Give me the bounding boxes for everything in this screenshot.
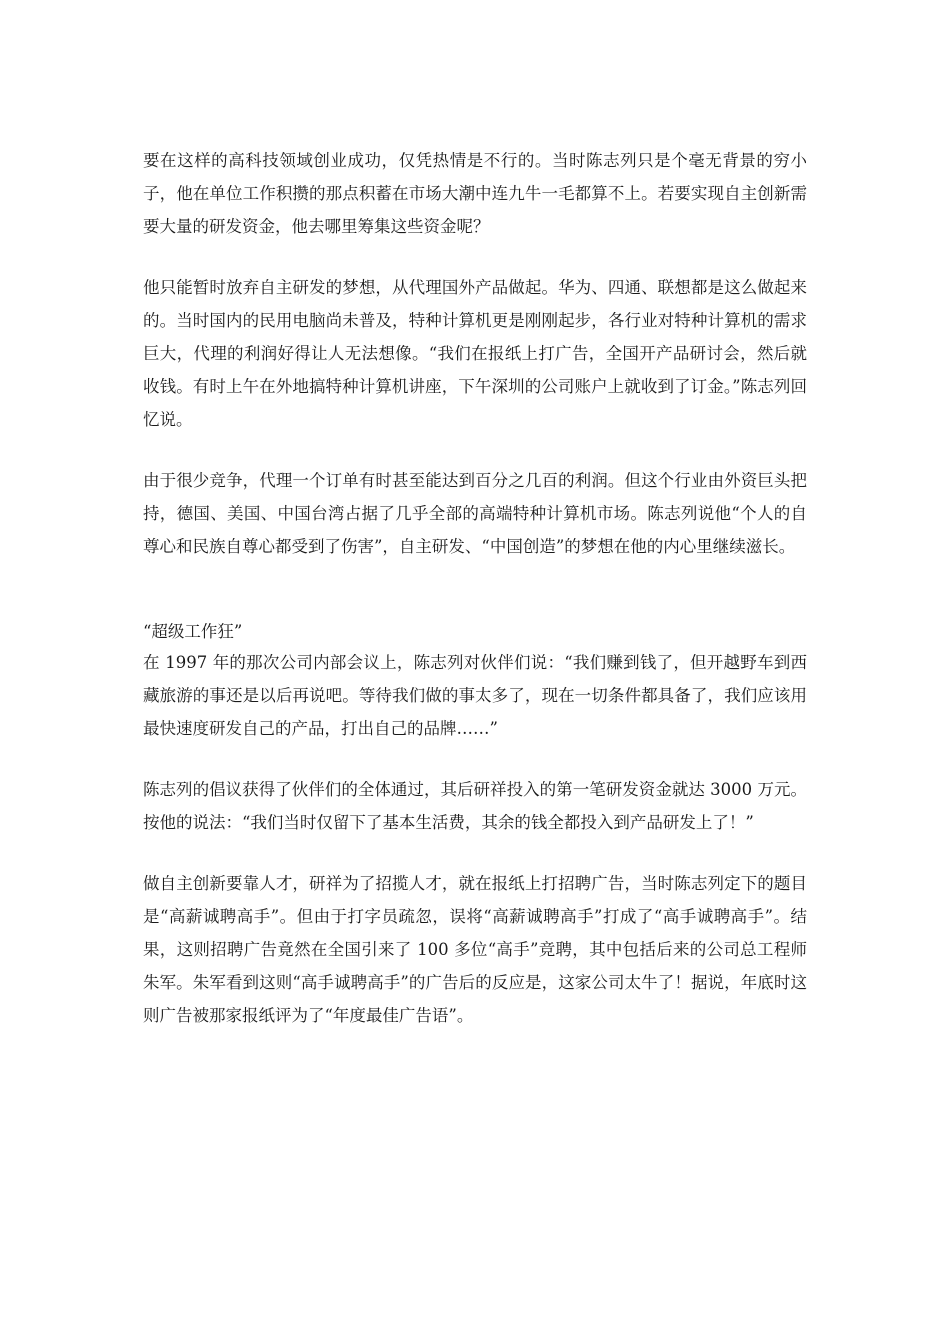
paragraph-2: 他只能暂时放弃自主研发的梦想，从代理国外产品做起。华为、四通、联想都是这么做起来的。当时国内的民用电脑尚未普及，特种计算机更是刚刚起步，各行业对特种计算机的需求巨大，代理的利润好得让人无法想像。“我们在报纸上打广告，全国开产品研讨会，然后就收钱。有时上午在外地搞特种计算机讲座，下午深圳的公司账户上就收到了订金。”陈志列回忆说。: [143, 278, 807, 429]
section-heading: “超级工作狂”: [143, 622, 243, 641]
document-body: [143, 144, 807, 1060]
section-paragraph-2: 陈志列的倡议获得了伙伴们的全体通过，其后研祥投入的第一笔研发资金就达 3000 万元。按他的说法：“我们当时仅留下了基本生活费，其余的钱全都投入到产品研发上了！”: [143, 780, 807, 832]
section-paragraph-3: 做自主创新要靠人才，研祥为了招揽人才，就在报纸上打招聘广告，当时陈志列定下的题目是“高薪诚聘高手”。但由于打字员疏忽，误将“高薪诚聘高手”打成了“高手诚聘高手”。结果，这则招聘广告竟然在全国引来了 100 多位“高手”竞聘，其中包括后来的公司总工程师朱军。朱军看到这则“高手诚聘高手”的广告后的反应是，这家公司太牛了！据说，年底时这则广告被那家报纸评为了“年度最佳广告语”。: [143, 874, 807, 1025]
paragraph-3: 由于很少竞争，代理一个订单有时甚至能达到百分之几百的利润。但这个行业由外资巨头把持，德国、美国、中国台湾占据了几乎全部的高端特种计算机市场。陈志列说他“个人的自尊心和民族自尊心都受到了伤害”，自主研发、“中国创造”的梦想在他的内心里继续滋长。: [143, 471, 807, 556]
section-paragraph-1: 在 1997 年的那次公司内部会议上，陈志列对伙伴们说：“我们赚到钱了，但开越野车到西藏旅游的事还是以后再说吧。等待我们做的事太多了，现在一切条件都具备了，我们应该用最快速度研发自己的产品，打出自己的品牌……”: [143, 653, 807, 738]
paragraph-1: 要在这样的高科技领域创业成功，仅凭热情是不行的。当时陈志列只是个毫无背景的穷小子，他在单位工作积攒的那点积蓄在市场大潮中连九牛一毛都算不上。若要实现自主创新需要大量的研发资金，他去哪里筹集这些资金呢？: [143, 151, 807, 236]
